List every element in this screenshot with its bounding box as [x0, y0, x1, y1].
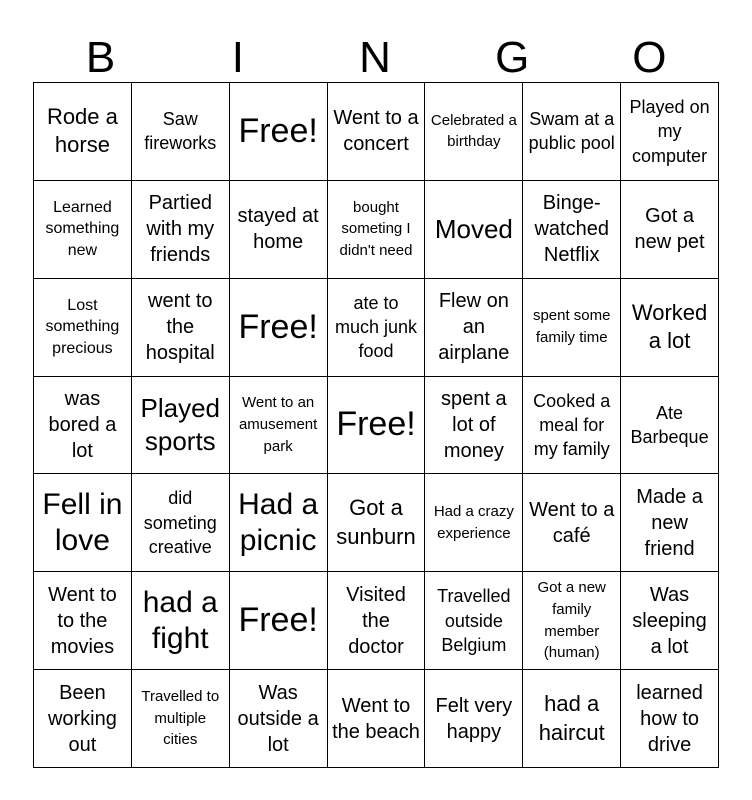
header-letter-i: I — [231, 33, 246, 82]
bingo-cell-free[interactable] — [230, 572, 328, 670]
cell-text: Swam at a public pool — [528, 109, 615, 154]
bingo-cell[interactable] — [425, 572, 523, 670]
bingo-header — [33, 34, 719, 82]
bingo-cell[interactable] — [621, 572, 719, 670]
bingo-cell[interactable] — [34, 279, 132, 377]
cell-text: had a fight — [142, 585, 218, 655]
bingo-cell[interactable] — [132, 377, 230, 475]
bingo-cell[interactable] — [621, 83, 719, 181]
cell-text: Had a crazy experience — [433, 503, 514, 542]
bingo-cell[interactable] — [425, 474, 523, 572]
cell-text: Went to an amusement park — [238, 394, 318, 455]
cell-text: Rode a horse — [46, 103, 118, 158]
cell-text: bought someting I didn't need — [339, 198, 413, 260]
header-letter-b: B — [85, 33, 118, 82]
cell-text: did someting creative — [143, 488, 217, 557]
bingo-cell[interactable] — [34, 474, 132, 572]
bingo-cell[interactable] — [230, 181, 328, 279]
cell-text: Fell in love — [42, 487, 123, 557]
cell-text: Felt very happy — [435, 694, 513, 743]
cell-text: Lost something precious — [45, 296, 120, 357]
bingo-cell-free[interactable] — [328, 377, 426, 475]
cell-text: Had a picnic — [238, 487, 319, 557]
bingo-cell[interactable] — [328, 572, 426, 670]
cell-text: had a haircut — [538, 690, 605, 745]
bingo-cell[interactable] — [132, 572, 230, 670]
cell-text: Been working out — [47, 681, 117, 756]
cell-text: was bored a lot — [48, 387, 117, 462]
cell-text: Flew on an airplane — [438, 290, 510, 365]
cell-text: Binge-watched Netflix — [534, 192, 609, 267]
cell-text: Worked a lot — [631, 299, 708, 354]
bingo-cell[interactable] — [328, 474, 426, 572]
cell-text: Free! — [238, 111, 318, 150]
cell-text: Cooked a meal for my family — [533, 390, 611, 460]
header-letter-g: G — [495, 33, 532, 82]
bingo-cell[interactable] — [132, 279, 230, 377]
bingo-cell[interactable] — [132, 83, 230, 181]
cell-text: Travelled to multiple cities — [141, 687, 220, 749]
bingo-cell[interactable] — [328, 279, 426, 377]
bingo-cell[interactable] — [425, 377, 523, 475]
cell-text: stayed at home — [237, 205, 319, 254]
bingo-cell[interactable] — [34, 670, 132, 768]
cell-text: spent a lot of money — [441, 387, 507, 462]
bingo-cell[interactable] — [34, 181, 132, 279]
cell-text: Got a new pet — [634, 205, 705, 254]
bingo-cell[interactable] — [425, 279, 523, 377]
bingo-cell[interactable] — [523, 572, 621, 670]
cell-text: Learned something new — [45, 198, 120, 260]
bingo-cell[interactable] — [230, 377, 328, 475]
cell-text: Free! — [238, 307, 318, 346]
cell-text: Got a sunburn — [336, 495, 416, 549]
header-letter-n: N — [359, 33, 393, 82]
cell-text: Went to to the movies — [48, 583, 117, 658]
bingo-cell[interactable] — [425, 181, 523, 279]
bingo-cell[interactable] — [132, 670, 230, 768]
bingo-cell[interactable] — [621, 181, 719, 279]
bingo-cell[interactable] — [523, 181, 621, 279]
bingo-cell[interactable] — [34, 572, 132, 670]
bingo-cell[interactable] — [523, 83, 621, 181]
cell-text: ate to much junk food — [334, 292, 418, 362]
bingo-cell[interactable] — [34, 377, 132, 475]
bingo-cell[interactable] — [425, 670, 523, 768]
cell-text: Made a new friend — [636, 485, 703, 560]
bingo-cell[interactable] — [621, 279, 719, 377]
cell-text: Ate Barbeque — [630, 402, 709, 447]
cell-text: Went to a café — [529, 498, 615, 547]
cell-text: Travelled outside Belgium — [437, 586, 511, 655]
cell-text: Played on my computer — [629, 96, 710, 166]
cell-text: Partied with my friends — [146, 192, 215, 267]
bingo-cell[interactable] — [523, 670, 621, 768]
bingo-cell[interactable] — [132, 181, 230, 279]
bingo-cell[interactable] — [621, 670, 719, 768]
cell-text: spent some family time — [532, 307, 611, 347]
cell-text: Went to the beach — [332, 694, 420, 743]
bingo-cell[interactable] — [132, 474, 230, 572]
cell-text: Was sleeping a lot — [632, 583, 707, 658]
bingo-cell-free[interactable] — [230, 279, 328, 377]
cell-text: Visited the doctor — [346, 583, 406, 658]
bingo-cell[interactable] — [425, 83, 523, 181]
cell-text: Played sports — [140, 393, 221, 456]
bingo-cell[interactable] — [328, 670, 426, 768]
cell-text: Was outside a lot — [237, 681, 319, 756]
bingo-cell-free[interactable] — [230, 83, 328, 181]
cell-text: Saw fireworks — [144, 109, 217, 154]
cell-text: Celebrated a birthday — [430, 111, 517, 151]
cell-text: learned how to drive — [636, 681, 703, 756]
cell-text: Free! — [238, 601, 318, 640]
header-letter-o: O — [632, 33, 669, 82]
bingo-cell[interactable] — [328, 83, 426, 181]
cell-text: went to the hospital — [145, 290, 215, 365]
bingo-grid — [33, 82, 719, 768]
bingo-cell[interactable] — [523, 279, 621, 377]
bingo-cell[interactable] — [621, 377, 719, 475]
bingo-cell[interactable] — [230, 670, 328, 768]
bingo-cell[interactable] — [621, 474, 719, 572]
cell-text: Moved — [434, 214, 513, 245]
bingo-cell[interactable] — [523, 474, 621, 572]
bingo-cell[interactable] — [328, 181, 426, 279]
cell-text: Free! — [336, 405, 416, 444]
cell-text: Got a new family member (human) — [537, 579, 606, 662]
bingo-cell[interactable] — [230, 474, 328, 572]
bingo-cell[interactable] — [34, 83, 132, 181]
cell-text: Went to a concert — [333, 107, 419, 156]
bingo-cell[interactable] — [523, 377, 621, 475]
